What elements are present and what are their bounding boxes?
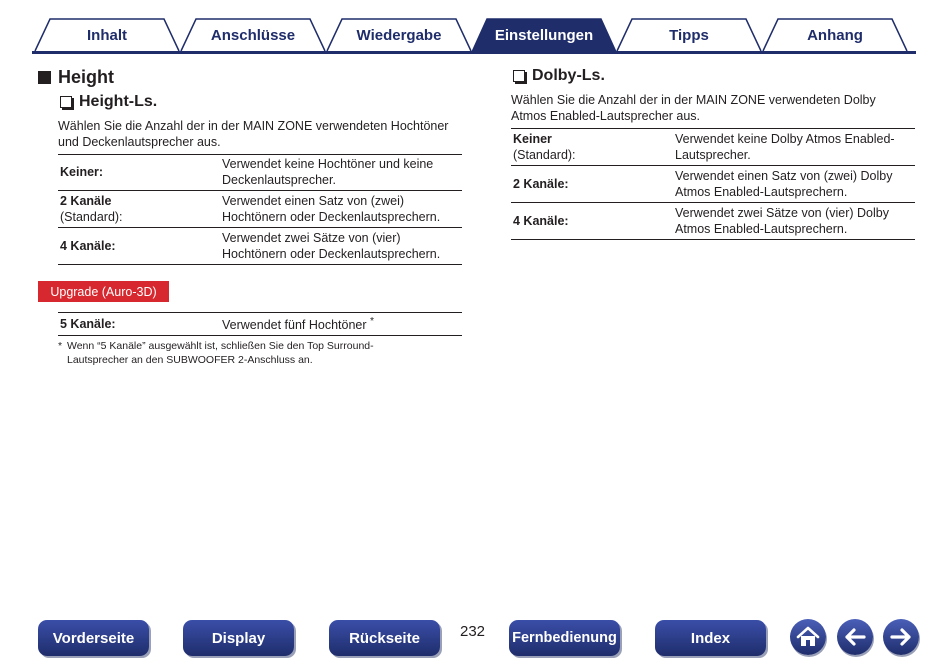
- fernbedienung-button[interactable]: Fernbedienung: [509, 620, 620, 656]
- footnote-line-1: Wenn “5 Kanäle” ausgewählt ist, schließen Sie den Top Surround-: [67, 340, 374, 352]
- checkbox-bullet-icon: [60, 96, 72, 108]
- upgrade-badge: Upgrade (Auro-3D): [38, 281, 169, 302]
- subheading-text: Height-Ls.: [79, 93, 158, 110]
- option-note: (Standard):: [60, 209, 123, 224]
- tab-tipps[interactable]: [616, 18, 762, 52]
- description-height-ls: Wählen Sie die Anzahl der in der MAIN ZONE verwendeten Hochtöner und Deckenlautsprecher aus.: [58, 119, 449, 149]
- arrow-left-icon: [837, 619, 873, 655]
- tab-label: Wiedergabe: [356, 26, 442, 44]
- option-key: 4 Kanäle:: [513, 213, 569, 228]
- display-button[interactable]: Display: [183, 620, 294, 656]
- tab-anhang[interactable]: [762, 18, 908, 52]
- tab-underline: [32, 51, 916, 54]
- back-button[interactable]: [837, 619, 873, 655]
- upgrade-table: [58, 312, 462, 336]
- option-description: Verwendet zwei Sätze von (vier) Hochtönern oder Deckenlautsprechern.: [220, 228, 462, 265]
- tab-anschluesse[interactable]: [180, 18, 326, 52]
- footnote-line-2: Lautsprecher an den SUBWOOFER 2-Anschluss an.: [67, 354, 313, 366]
- dolby-ls-table: [511, 128, 915, 240]
- tab-label: Anschlüsse: [210, 26, 296, 44]
- tab-label: Einstellungen: [494, 26, 594, 44]
- height-ls-table: [58, 154, 462, 265]
- option-key: Keiner: [513, 131, 552, 146]
- table-row: [58, 228, 462, 265]
- option-description: Verwendet keine Hochtöner und keine Deckenlautsprecher.: [220, 155, 462, 191]
- section-heading-text: Height: [58, 67, 114, 87]
- option-key: 4 Kanäle:: [60, 238, 116, 253]
- table-row: [511, 203, 915, 240]
- option-key: 2 Kanäle:: [513, 176, 569, 191]
- tab-label: Anhang: [807, 26, 863, 44]
- tab-bar: [0, 0, 950, 56]
- square-bullet-icon: [38, 71, 51, 84]
- vorderseite-button[interactable]: Vorderseite: [38, 620, 149, 656]
- table-row: [511, 129, 915, 166]
- subheading-dolby-ls: [513, 67, 605, 85]
- subheading-text: Dolby-Ls.: [532, 67, 605, 84]
- option-description: Verwendet keine Dolby Atmos Enabled-Lautsprecher.: [673, 129, 915, 166]
- option-description: Verwendet einen Satz von (zwei) Dolby Atmos Enabled-Lautsprechern.: [673, 166, 915, 203]
- arrow-right-icon: [883, 619, 919, 655]
- subheading-height-ls: [60, 93, 157, 111]
- tab-label: Tipps: [669, 26, 709, 44]
- tab-einstellungen[interactable]: [471, 18, 617, 52]
- tab-label: Inhalt: [87, 26, 127, 44]
- option-key: 2 Kanäle: [60, 193, 112, 208]
- option-description: Verwendet zwei Sätze von (vier) Dolby Atmos Enabled-Lautsprechern.: [673, 203, 915, 240]
- option-key: 5 Kanäle:: [60, 316, 116, 331]
- rueckseite-button[interactable]: Rückseite: [329, 620, 440, 656]
- home-icon: [790, 619, 826, 655]
- page-number: 232: [460, 623, 486, 640]
- home-button[interactable]: [790, 619, 826, 655]
- description-dolby-ls: Wählen Sie die Anzahl der in der MAIN ZONE verwendeten Dolby Atmos Enabled-Lautsprecher aus.: [511, 93, 876, 123]
- option-description: Verwendet einen Satz von (zwei) Hochtönern oder Deckenlautsprechern.: [220, 191, 462, 228]
- section-heading: [38, 67, 114, 88]
- checkbox-bullet-icon: [513, 70, 525, 82]
- footnote-mark: *: [370, 316, 375, 327]
- footnote: [58, 339, 438, 367]
- option-description: Verwendet fünf Hochtöner: [222, 318, 367, 333]
- table-row: [58, 191, 462, 228]
- footnote-mark: *: [58, 340, 63, 352]
- table-row: [511, 166, 915, 203]
- option-key: Keiner:: [60, 165, 104, 179]
- index-button[interactable]: Index: [655, 620, 766, 656]
- option-note: (Standard):: [513, 147, 576, 162]
- table-row: [58, 313, 462, 336]
- tab-inhalt[interactable]: [34, 18, 180, 52]
- table-row: [58, 155, 462, 191]
- tab-wiedergabe[interactable]: [326, 18, 472, 52]
- forward-button[interactable]: [883, 619, 919, 655]
